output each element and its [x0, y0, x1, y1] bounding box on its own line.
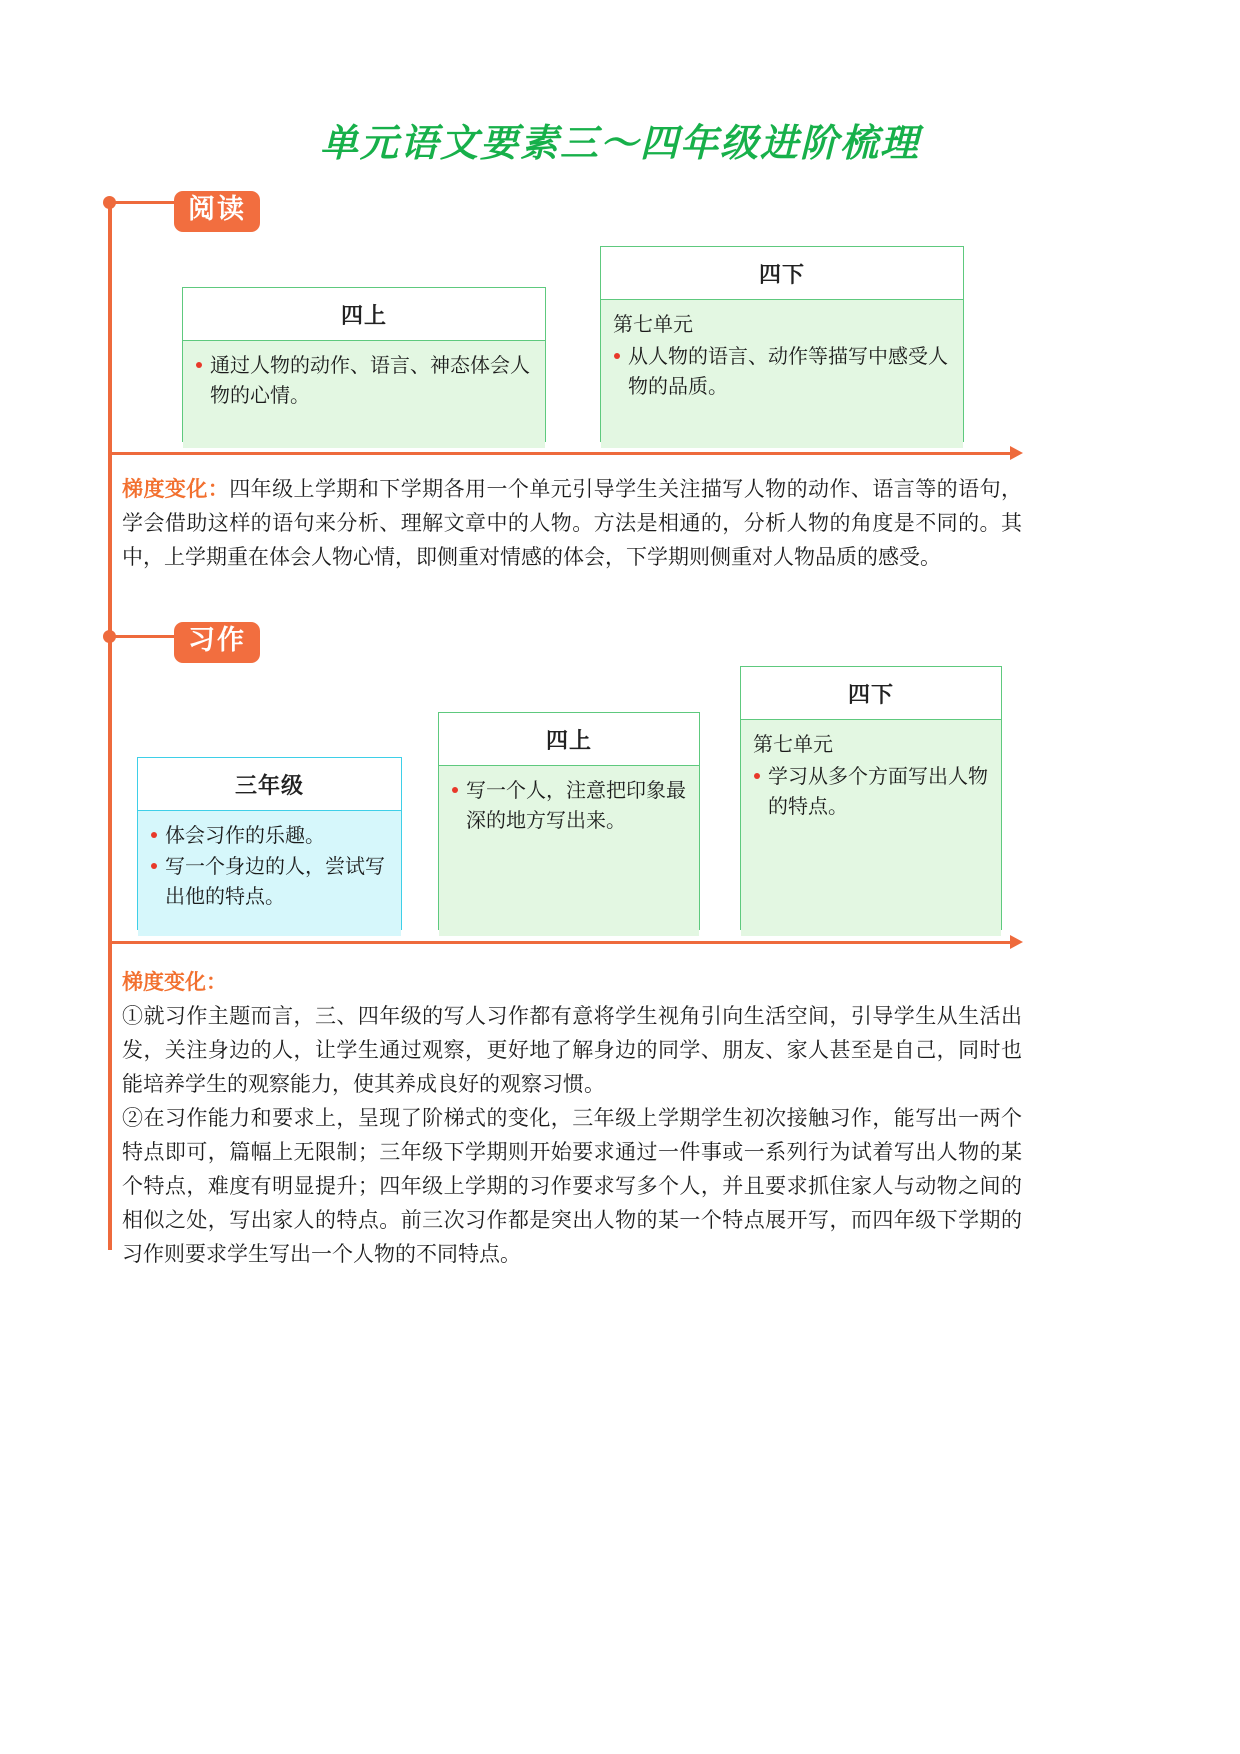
- stage-box-title: 四上: [439, 713, 699, 766]
- gradient-body: 四年级上学期和下学期各用一个单元引导学生关注描写人物的动作、语言等的语句，学会借助这样的语句来分析、理解文章中的人物。方法是相通的，分析人物的角度是不同的。其中，上学期重在体会人物心情，即侧重对情感的体会，下学期则侧重对人物品质的感受。: [122, 477, 1023, 570]
- stage-box-body: [183, 341, 545, 448]
- list-item: 体会习作的乐趣。: [150, 820, 389, 850]
- list-item: 写一个身边的人，尝试写出他的特点。: [150, 851, 389, 911]
- bullet-list: [753, 761, 989, 821]
- stage-box-title: 四下: [601, 247, 963, 300]
- section-badge-writing[interactable]: 习作: [174, 622, 260, 663]
- writing-axis-arrow-icon: [1010, 935, 1023, 949]
- stage-box-body: [439, 766, 699, 936]
- reading-axis-line: [112, 452, 1012, 455]
- branch-connector-writing: [110, 635, 182, 638]
- bullet-list: [150, 820, 389, 911]
- bullet-list: [613, 341, 951, 401]
- gradient-note-reading: [122, 472, 1022, 574]
- bullet-list: [195, 350, 533, 410]
- section-badge-reading[interactable]: 阅读: [174, 191, 260, 232]
- page-title: 单元语文要素三～四年级进阶梳理: [319, 120, 920, 165]
- list-item: 写一个人，注意把印象最深的地方写出来。: [451, 775, 687, 835]
- gradient-label-line: [122, 965, 1022, 999]
- gradient-note-writing: [122, 965, 1022, 1271]
- writing-axis-line: [112, 941, 1012, 944]
- gradient-label: 梯度变化：: [122, 476, 230, 501]
- stage-box-body: [741, 720, 1001, 936]
- unit-label: 第七单元: [753, 732, 833, 756]
- list-item: 学习从多个方面写出人物的特点。: [753, 761, 989, 821]
- stage-box-writing-grade4-lower: [740, 666, 1002, 930]
- gradient-note-text: [122, 472, 1022, 574]
- stage-box-writing-grade3: [137, 757, 402, 930]
- stage-box-reading-grade4-upper: [182, 287, 546, 442]
- bullet-list: [451, 775, 687, 835]
- gradient-label: 梯度变化：: [122, 969, 227, 994]
- stage-box-title: 四上: [183, 288, 545, 341]
- gradient-paragraph-1: ①就习作主题而言，三、四年级的写人习作都有意将学生视角引向生活空间，引导学生从生活出发，关注身边的人，让学生通过观察，更好地了解身边的同学、朋友、家人甚至是自己，同时也能培养学生的观察能力，使其养成良好的观察习惯。: [122, 1004, 1022, 1097]
- stage-box-body: [601, 300, 963, 448]
- list-item: 从人物的语言、动作等描写中感受人物的品质。: [613, 341, 951, 401]
- reading-axis-arrow-icon: [1010, 446, 1023, 460]
- unit-label: 第七单元: [613, 312, 693, 336]
- stage-box-title: 三年级: [138, 758, 401, 811]
- gradient-paragraph-2: ②在习作能力和要求上，呈现了阶梯式的变化，三年级上学期学生初次接触习作，能写出一两个特点即可，篇幅上无限制；三年级下学期则开始要求通过一件事或一系列行为试着写出人物的某个特点，难度有明显提升；四年级上学期的习作要求写多个人，并且要求抓住家人与动物之间的相似之处，写出家人的特点。前三次习作都是突出人物的某一个特点展开写，而四年级下学期的习作则要求学生写出一个人物的不同特点。: [122, 1106, 1022, 1267]
- stage-box-writing-grade4-upper: [438, 712, 700, 930]
- list-item: 通过人物的动作、语言、神态体会人物的心情。: [195, 350, 533, 410]
- stage-box-title: 四下: [741, 667, 1001, 720]
- timeline-spine: [108, 202, 112, 1250]
- stage-box-body: [138, 811, 401, 936]
- stage-box-reading-grade4-lower: [600, 246, 964, 442]
- branch-connector-reading: [110, 201, 182, 204]
